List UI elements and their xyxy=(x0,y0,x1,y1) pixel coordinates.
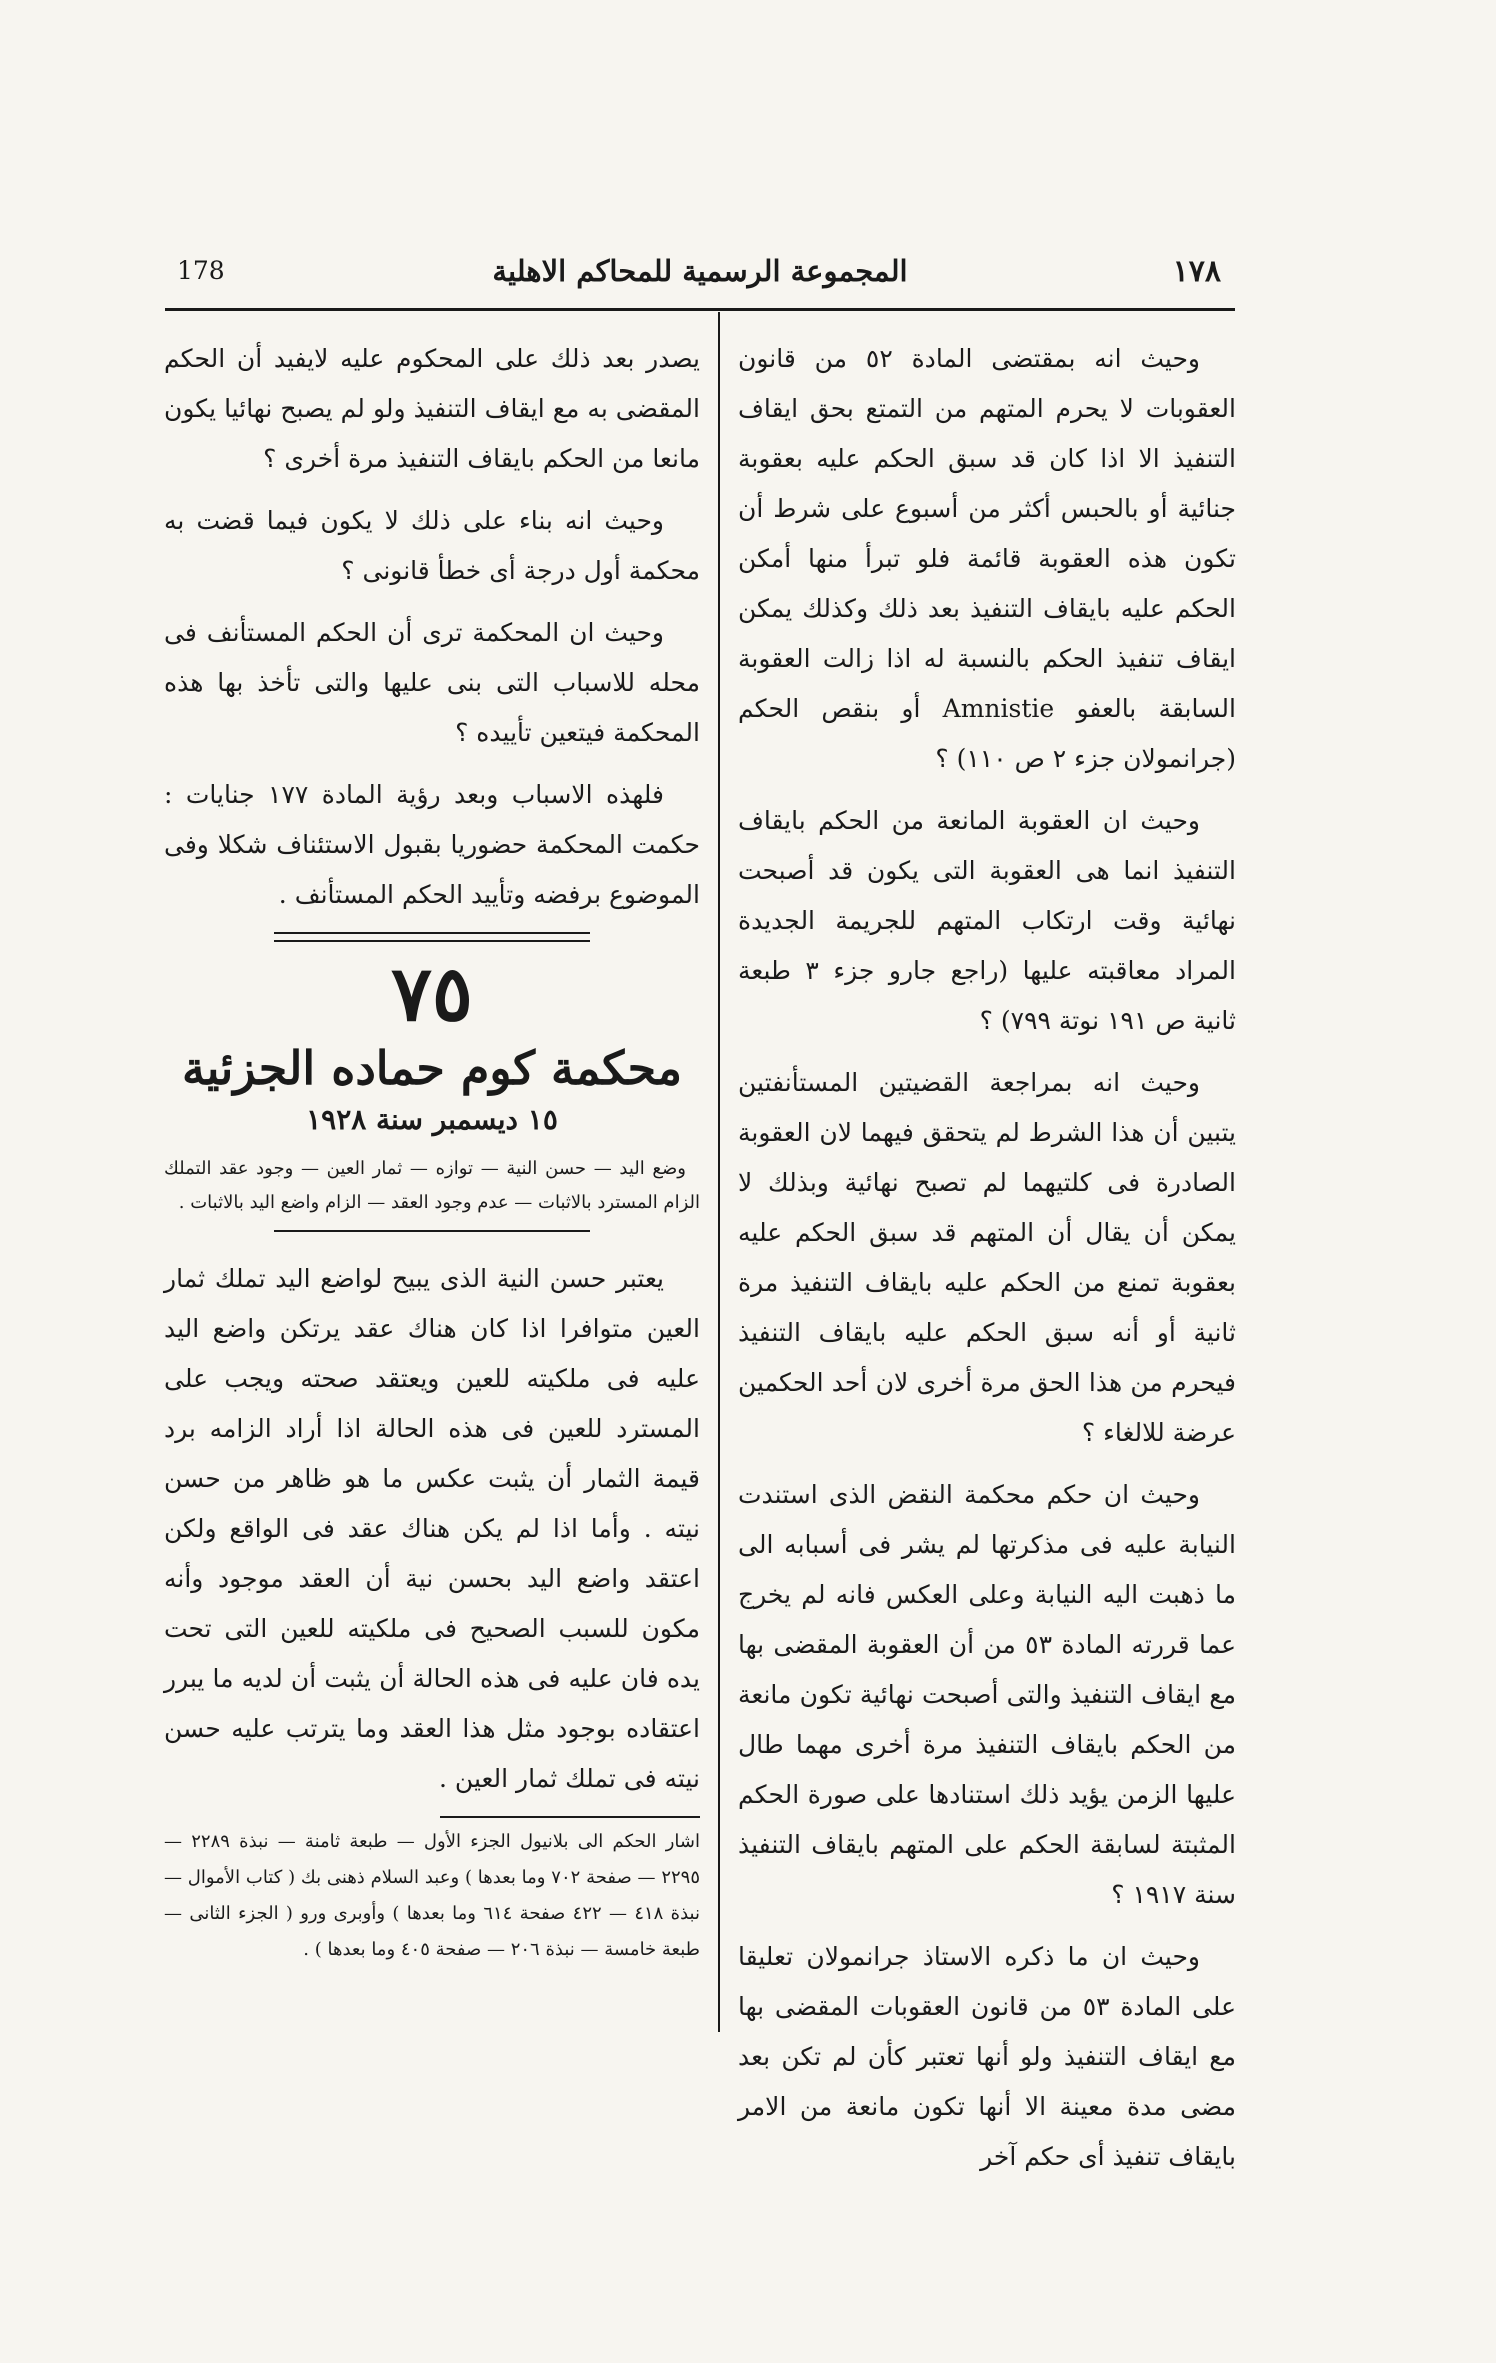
paragraph: وحيث ان حكم محكمة النقض الذى استندت النيابة عليه فى مذكرتها لم يشر فى أسبابه الى ما ذهبت اليه النيابة وعلى العكس فانه لم يخرج عما قررته المادة ٥٣ من أن العقوبة المقضى بها مع ايقاف التنفيذ والتى أصبحت نهائية تكون مانعة من الحكم بايقاف التنفيذ مرة أخرى مهما طال عليها الزمن يؤيد ذلك استنادها على صورة الحكم المثبتة لسابقة الحكم على المتهم بايقاف التنفيذ سنة ١٩١٧ ؟ xyxy=(738,1480,1236,1909)
headnote-separator xyxy=(274,1230,590,1232)
footnote: اشار الحكم الى بلانيول الجزء الأول — طبعة ثامنة — نبذة ٢٢٨٩ — ٢٢٩٥ — صفحة ٧٠٢ وما بعدها ) وعبد السلام ذهنى بك ( كتاب الأموال — نبذة ٤١٨ — ٤٢٢ صفحة ٦١٤ وما بعدها ) وأوبرى ورو ( الجزء الثانى — طبعة خامسة — نبذة ٢٠٦ — صفحة ٤٠٥ وما بعدها ) . xyxy=(164,1831,701,1960)
header-rule xyxy=(165,308,1235,311)
section-separator xyxy=(274,932,590,942)
paragraph: وحيث ان العقوبة المانعة من الحكم بايقاف التنفيذ انما هى العقوبة التى يكون قد أصبحت نهائية وقت ارتكاب المتهم للجريمة الجديدة المراد معاقبته عليها (راجع جارو جزء ٣ طبعة ثانية ص ١٩١ نوتة ٧٩٩) ؟ xyxy=(738,806,1236,1035)
headnote: وضع اليد — حسن النية — توازه — ثمار العين — وجود عقد التملك الزام المسترد بالاثبات — عدم وجود العقد — الزام واضع اليد بالاثبات . xyxy=(164,1158,700,1213)
summary-paragraph: يعتبر حسن النية الذى يبيح لواضع اليد تملك ثمار العين متوافرا اذا كان هناك عقد يرتكن واضع اليد عليه فى ملكيته للعين ويعتقد صحته ويجب على المسترد للعين فى هذه الحالة اذا أراد الزامه برد قيمة الثمار أن يثبت عكس ما هو ظاهر من حسن نيته . وأما اذا لم يكن هناك عقد فى الواقع ولكن اعتقد واضع اليد بحسن نية أن العقد موجود وأنه مكون للسبب الصحيح فى ملكيته للعين التى تحت يده فان عليه فى هذه الحالة أن يثبت أن لديه ما يبرر اعتقاده بوجود مثل هذا العقد وما يترتب عليه حسن نيته فى تملك ثمار العين . xyxy=(164,1264,700,1793)
paragraph: يصدر بعد ذلك على المحكوم عليه لايفيد أن الحكم المقضى به مع ايقاف التنفيذ ولو لم يصبح نهائيا يكون مانعا من الحكم بايقاف التنفيذ مرة أخرى ؟ xyxy=(164,344,700,473)
latin-term: Amnistie xyxy=(942,694,1055,723)
page-number-latin: 178 xyxy=(177,256,225,285)
left-column xyxy=(164,334,700,1968)
paragraph: وحيث ان ما ذكره الاستاذ جرانمولان تعليقا على المادة ٥٣ من قانون العقوبات المقضى بها مع ايقاف التنفيذ ولو أنها تعتبر كأن لم تكن بعد مضى مدة معينة الا أنها تكون مانعة من الامر بايقاف تنفيذ أى حكم آخر xyxy=(738,1942,1236,2171)
paragraph: فلهذه الاسباب وبعد رؤية المادة ١٧٧ جنايات : حكمت المحكمة حضوريا بقبول الاستئناف شكلا وفى الموضوع برفضه وتأييد الحكم المستأنف . xyxy=(164,780,700,909)
paragraph: وحيث ان المحكمة ترى أن الحكم المستأنف فى محله للاسباب التى بنى عليها والتى تأخذ بها هذه المحكمة فيتعين تأييده ؟ xyxy=(164,618,700,747)
section-number: ٧٥ xyxy=(391,949,473,1038)
page-header xyxy=(165,250,1235,310)
paragraph: وحيث انه بناء على ذلك لا يكون فيما قضت به محكمة أول درجة أى خطأ قانونى ؟ xyxy=(164,506,700,585)
footnote-rule xyxy=(440,1816,700,1818)
court-name: محكمة كوم حماده الجزئية xyxy=(181,1041,683,1095)
running-title: المجموعة الرسمية للمحاكم الاهلية xyxy=(492,254,908,288)
right-column xyxy=(738,334,1236,2194)
judgment-date: ١٥ ديسمبر سنة ١٩٢٨ xyxy=(306,1103,558,1136)
page-number-arabic: ١٧٨ xyxy=(1172,254,1221,289)
column-divider xyxy=(718,312,720,2032)
paragraph: وحيث انه بمراجعة القضيتين المستأنفتين يتبين أن هذا الشرط لم يتحقق فيهما لان العقوبة الصادرة فى كلتيهما لم تصبح نهائية وبذلك لا يمكن أن يقال أن المتهم قد سبق الحكم عليه بعقوبة تمنع من الحكم عليه بايقاف التنفيذ مرة ثانية أو أنه سبق الحكم عليه بايقاف التنفيذ فيحرم من هذا الحق مرة أخرى لان أحد الحكمين عرضة للالغاء ؟ xyxy=(738,1068,1236,1447)
paragraph: وحيث انه بمقتضى المادة ٥٢ من قانون العقوبات لا يحرم المتهم من التمتع بحق ايقاف التنفيذ الا اذا كان قد سبق الحكم عليه بعقوبة جنائية أو بالحبس أكثر من أسبوع على شرط أن تكون هذه العقوبة قائمة فلو تبرأ منها أمكن الحكم عليه بايقاف التنفيذ بعد ذلك وكذلك يمكن ايقاف تنفيذ الحكم بالنسبة له اذا زالت العقوبة السابقة بالعفو Amnistie أو بنقص الحكم (جرانمولان جزء ٢ ص ١١٠) ؟ xyxy=(738,344,1236,773)
